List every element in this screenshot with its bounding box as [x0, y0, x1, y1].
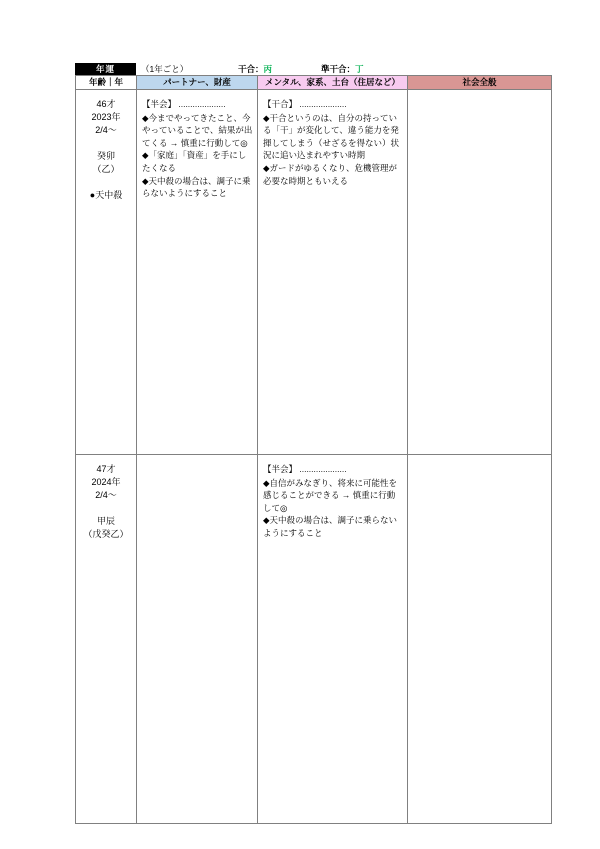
- kanshi-label: 甲辰: [96, 516, 115, 526]
- bullet-item: ◆「家庭」「資産」を手にしたくなる: [142, 150, 247, 173]
- year-label: 2024年: [91, 477, 121, 487]
- year-luck-title: 年運: [75, 63, 136, 75]
- social-cell: [408, 455, 552, 824]
- bullet-item: ◆自信がみなぎり、将来に可能性を感じることができる → 慎重に行動して◎: [263, 477, 398, 513]
- spacer: [76, 137, 136, 150]
- age-label: 47才: [96, 464, 116, 474]
- per-year-note: （1年ごと）: [141, 64, 189, 74]
- table-row-2023: [76, 90, 552, 455]
- zokan-label: （乙）: [92, 164, 120, 174]
- col-header-age-year: 年齢｜年: [76, 76, 137, 90]
- junkango-pair: [321, 63, 364, 75]
- mental-cell: [258, 455, 408, 824]
- col-header-mental: メンタル、家系、土台（住居など）: [258, 76, 408, 90]
- bullet-item: ◆天中殺の場合は、調子に乗らないようにすること: [263, 515, 398, 538]
- zokan-label: （戊癸乙）: [83, 529, 129, 539]
- section-heading: 【干合】 ....................: [263, 99, 347, 109]
- year-label: 2023年: [91, 112, 121, 122]
- partner-cell: [137, 455, 258, 824]
- year-luck-table: [75, 75, 552, 824]
- year-luck-sheet: [75, 63, 553, 824]
- mental-cell: [258, 90, 408, 455]
- bullet-item: ◆干合というのは、自分の持っている「干」が変化して、違う能力を発揮してしまう（せざるを得ない）状況に追い込まれやすい時期: [263, 112, 400, 161]
- bullet-item: ◆今までやってきたこと、今やっていることで、結果が出てくる → 慎重に行動して◎: [142, 112, 253, 148]
- kango-pair: [238, 63, 272, 75]
- from-date-label: 2/4～: [95, 125, 117, 135]
- column-header-row: [76, 76, 552, 90]
- spacer: [76, 502, 136, 515]
- social-cell: [408, 90, 552, 455]
- section-heading: 【半会】 ....................: [263, 464, 347, 474]
- kanshi-label: 癸卯: [96, 151, 115, 161]
- age-label: 46才: [96, 99, 116, 109]
- kango-label: 干合：: [238, 64, 264, 74]
- kango-value: 丙: [263, 64, 273, 74]
- from-date-label: 2/4～: [95, 490, 117, 500]
- age-year-cell: [76, 90, 137, 455]
- table-row-2024: [76, 455, 552, 824]
- spacer: [76, 176, 136, 189]
- age-year-cell: [76, 455, 137, 824]
- section-heading: 【半会】 ....................: [142, 99, 226, 109]
- junkango-value: 丁: [355, 64, 364, 74]
- col-header-social: 社会全般: [408, 76, 552, 90]
- partner-cell: [137, 90, 258, 455]
- junkango-label: 準干合：: [321, 64, 356, 74]
- bullet-item: ◆ガードがゆるくなり、危機管理が必要な時期ともいえる: [263, 162, 398, 186]
- tenchusatsu-label: ●天中殺: [89, 190, 123, 200]
- top-band: [75, 63, 553, 75]
- col-header-partner: パートナー、財産: [137, 76, 258, 90]
- bullet-item: ◆天中殺の場合は、調子に乗らないようにすること: [142, 175, 251, 199]
